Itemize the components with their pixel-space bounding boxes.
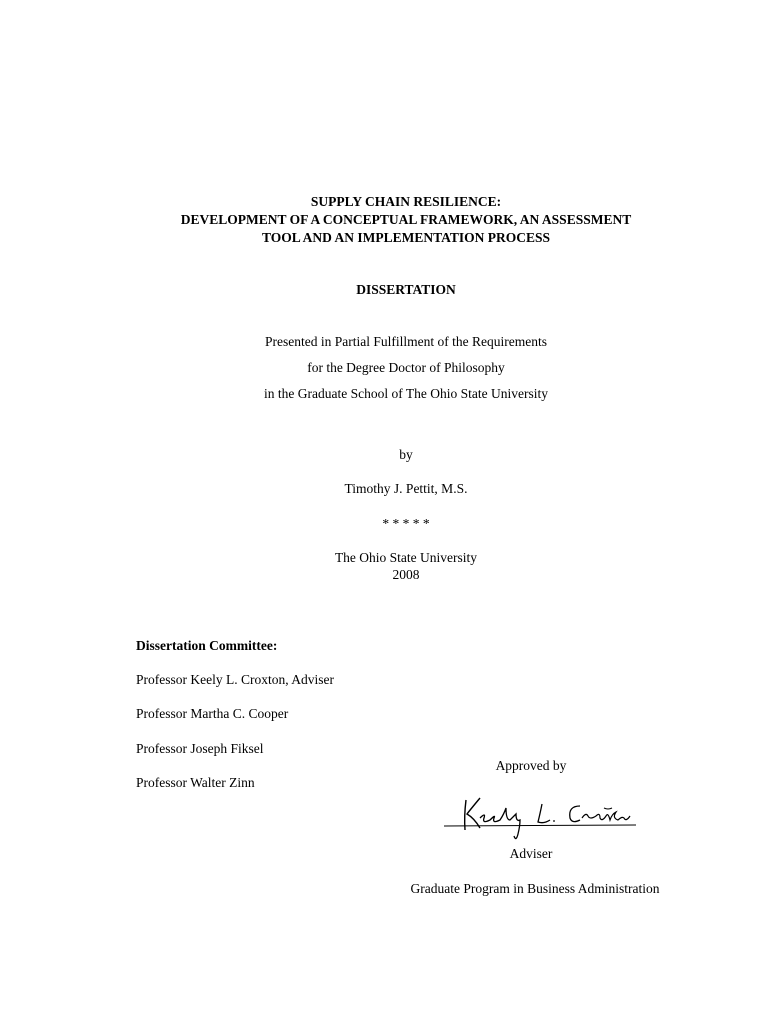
adviser-signature	[440, 788, 650, 840]
by-label: by	[399, 447, 413, 462]
committee-member: Professor Martha C. Cooper	[136, 706, 289, 721]
presentation-line-2: for the Degree Doctor of Philosophy	[307, 360, 505, 375]
signature-image	[440, 788, 650, 840]
presentation-line-1: Presented in Partial Fulfillment of the Requirements	[265, 334, 547, 349]
title-line-2: DEVELOPMENT OF A CONCEPTUAL FRAMEWORK, AN ASSESSMENT	[180, 212, 632, 227]
document-type: DISSERTATION	[356, 282, 456, 297]
title-line-1: SUPPLY CHAIN RESILIENCE:	[310, 194, 502, 209]
adviser-label: Adviser	[509, 846, 553, 861]
institution: The Ohio State University	[334, 550, 478, 565]
approved-by-label: Approved by	[495, 758, 567, 773]
committee-heading: Dissertation Committee:	[136, 638, 278, 653]
presentation-line-3: in the Graduate School of The Ohio State University	[264, 386, 548, 401]
committee-member: Professor Joseph Fiksel	[136, 741, 264, 756]
title-line-3: TOOL AND AN IMPLEMENTATION PROCESS	[261, 230, 551, 245]
committee-member: Professor Keely L. Croxton, Adviser	[136, 672, 334, 687]
year: 2008	[392, 567, 420, 582]
program-name: Graduate Program in Business Administration	[410, 881, 660, 896]
separator: * * * * *	[382, 516, 430, 531]
author-name: Timothy J. Pettit, M.S.	[344, 481, 468, 496]
committee-member: Professor Walter Zinn	[136, 775, 255, 790]
